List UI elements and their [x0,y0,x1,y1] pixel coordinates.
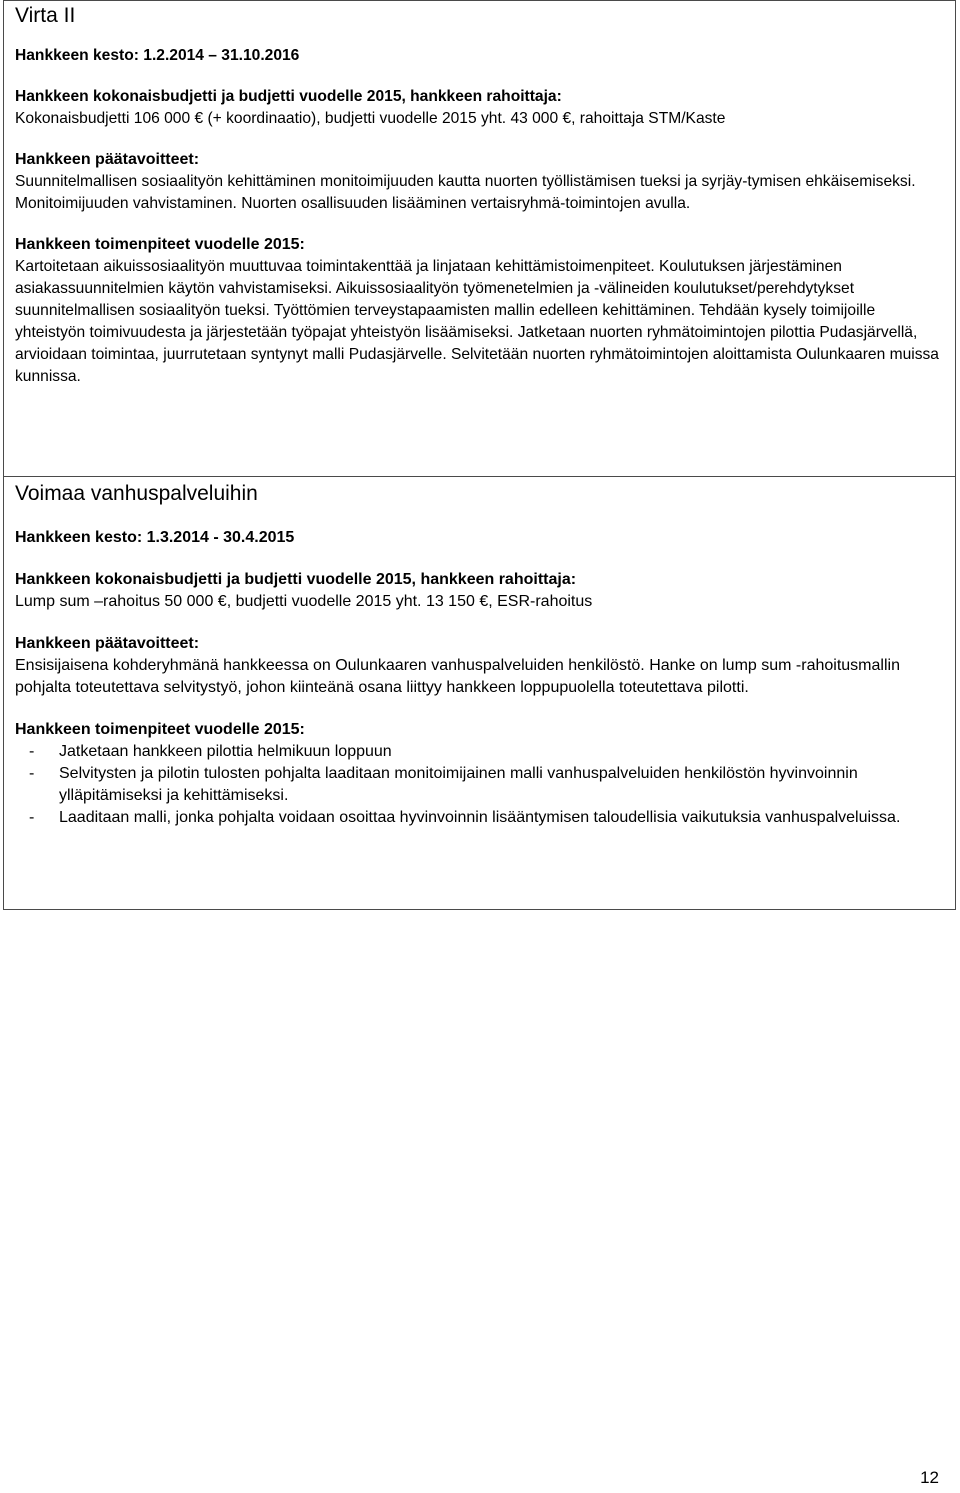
actions-label: Hankkeen toimenpiteet vuodelle 2015: [15,721,305,738]
budget-text: Lump sum –rahoitus 50 000 €, budjetti vuodelle 2015 yht. 13 150 €, ESR-rahoitus [15,593,593,610]
project-duration: Hankkeen kesto: 1.3.2014 - 30.4.2015 [15,529,295,546]
goals-text: Ensisijaisena kohderyhmänä hankkeessa on Oulunkaaren vanhuspalveluiden henkilöstö. Hanke on lump sum -rahoitusmallin pohjalta toteutettava selvitystyö, johon kiinteänä osana liittyy hankkeen loppupuolella toteutettava pilotti. [15,657,900,696]
project-section-voimaa [3,476,956,910]
dash-bullet: - [29,765,35,782]
list-item [15,807,945,829]
list-item-text: Jatketaan hankkeen pilottia helmikuun loppuun [59,743,392,760]
list-item-text: Selvitysten ja pilotin tulosten pohjalta laaditaan monitoimijainen malli vanhuspalveluiden henkilöstön hyvinvoinnin ylläpitämiseksi ja kehittämiseksi. [59,765,858,804]
section-title: Voimaa vanhuspalveluihin [15,482,258,505]
list-item [15,741,945,763]
dash-bullet: - [29,809,35,826]
actions-list [15,741,945,829]
list-item-text: Laaditaan malli, jonka pohjalta voidaan osoittaa hyvinvoinnin lisääntymisen taloudellisia vaikutuksia vanhuspalveluissa. [59,809,901,826]
project-section-virta [3,0,956,477]
page-number: 12 [920,1468,939,1487]
budget-text: Kokonaisbudjetti 106 000 € (+ koordinaatio), budjetti vuodelle 2015 yht. 43 000 €, rahoittaja STM/Kaste [15,110,726,127]
actions-label: Hankkeen toimenpiteet vuodelle 2015: [15,236,305,253]
goals-label: Hankkeen päätavoitteet: [15,635,200,652]
goals-text: Suunnitelmallisen sosiaalityön kehittäminen monitoimijuuden kautta nuorten työllistämisen tueksi ja syrjäy-tymisen ehkäisemiseksi. Monitoimijuuden vahvistaminen. Nuorten osallisuuden lisääminen vertaisryhmä-toimintojen avulla. [15,173,916,212]
project-duration: Hankkeen kesto: 1.2.2014 – 31.10.2016 [15,47,300,64]
list-item [15,763,945,807]
dash-bullet: - [29,743,35,760]
budget-label: Hankkeen kokonaisbudjetti ja budjetti vuodelle 2015, hankkeen rahoittaja: [15,571,577,588]
actions-text: Kartoitetaan aikuissosiaalityön muuttuvaa toimintakenttää ja linjataan kehittämistoimenpiteet. Koulutuksen järjestäminen asiakassuunnitelmien käytön vahvistamiseksi. Aikuissosiaalityön työmenetelmien ja -välineiden koulutukset/perehdytykset suunnitelmallisen sosiaalityön tueksi. Työttömien terveystapaamisten mallin edelleen kehittäminen. Tehdään kysely toimijoille yhteistyön toimivuudesta ja järjestetään työpajat yhteistyön lisäämiseksi. Jatketaan nuorten ryhmätoimintojen pilottia Pudasjärvellä, arvioidaan toimintaa, juurrutetaan syntynyt malli Pudasjärvelle. Selvitetään nuorten ryhmätoimintojen aloittamista Oulunkaaren muissa kunnissa. [15,258,939,385]
goals-label: Hankkeen päätavoitteet: [15,151,200,168]
section-title: Virta II [15,4,76,27]
budget-label: Hankkeen kokonaisbudjetti ja budjetti vuodelle 2015, hankkeen rahoittaja: [15,88,562,105]
